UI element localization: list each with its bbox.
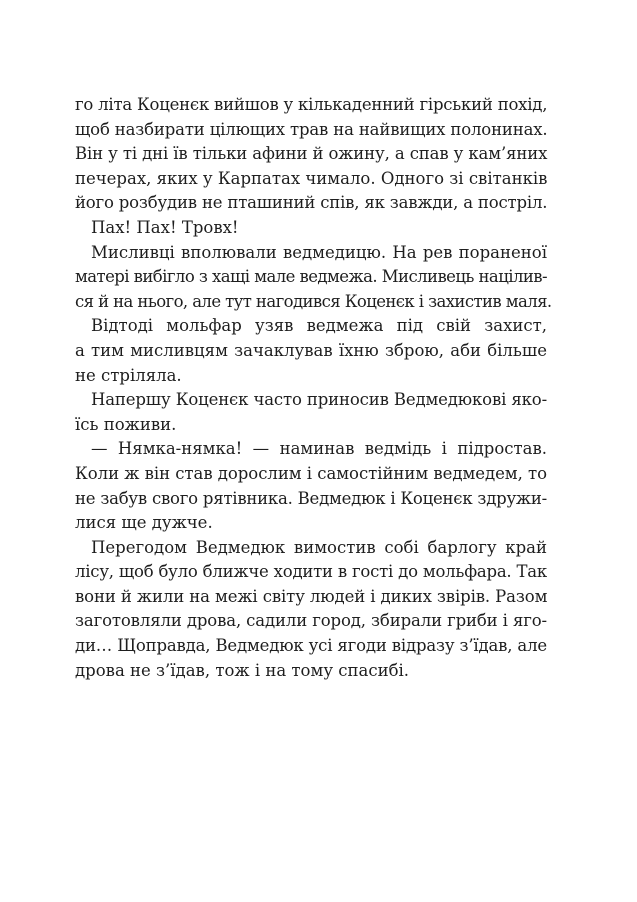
text-line: їсь поживи. [75, 414, 177, 434]
text-line: його розбудив не пташиний спів, як завжди, а постріл. [75, 193, 548, 213]
text-line: го літа Коценєк вийшов у кількаденний гірський похід, [75, 95, 548, 114]
text-line: лися ще дужче. [75, 513, 213, 533]
text-line: лісу, щоб було ближче ходити в гості до мольфара. Так [75, 562, 547, 582]
text-line: Пах! Пах! Тровх! [91, 217, 239, 237]
text-line: не стріляла. [75, 365, 182, 385]
text-line: заготовляли дрова, садили город, збирали гриби і яго- [75, 611, 547, 631]
text-line: Мисливці вполювали ведмедицю. На рев пораненої [91, 242, 547, 262]
body-text [75, 93, 552, 683]
text-line: а тим мисливцям зачаклував їхню зброю, аби більше [75, 340, 547, 360]
text-line: вони й жили на межі світу людей і диких звірів. Разом [75, 586, 548, 606]
text-line: матері вибігло з хащі мале ведмежа. Мисливець націлив- [75, 267, 547, 287]
text-line: ди… Щоправда, Ведмедюк усі ягоди відразу з’їдав, але [75, 636, 547, 656]
text-line: Коли ж він став дорослим і самостійним ведмедем, то [75, 463, 547, 483]
text-line: не забув свого рятівника. Ведмедюк і Коценєк здружи- [75, 488, 547, 508]
text-line: — Нямка-нямка! — наминав ведмідь і підростав. [91, 439, 547, 459]
text-line: ся й на нього, але тут нагодився Коценєк і захистив маля. [75, 291, 552, 311]
text-line: дрова не з’їдав, тож і на тому спасибі. [75, 660, 410, 680]
text-line: Він у ті дні їв тільки афини й ожину, а спав у кам’яних [75, 144, 548, 164]
text-line: Напершу Коценєк часто приносив Ведмедюкові яко- [91, 390, 547, 410]
text-line: щоб назбирати цілющих трав на найвищих полонинах. [75, 119, 548, 139]
text-line: Перегодом Ведмедюк вимостив собі барлогу край [91, 537, 547, 557]
text-line: Відтоді мольфар узяв ведмежа під свій захист, [91, 316, 547, 336]
text-line: печерах, яких у Карпатах чимало. Одного зі світанків [75, 168, 548, 188]
